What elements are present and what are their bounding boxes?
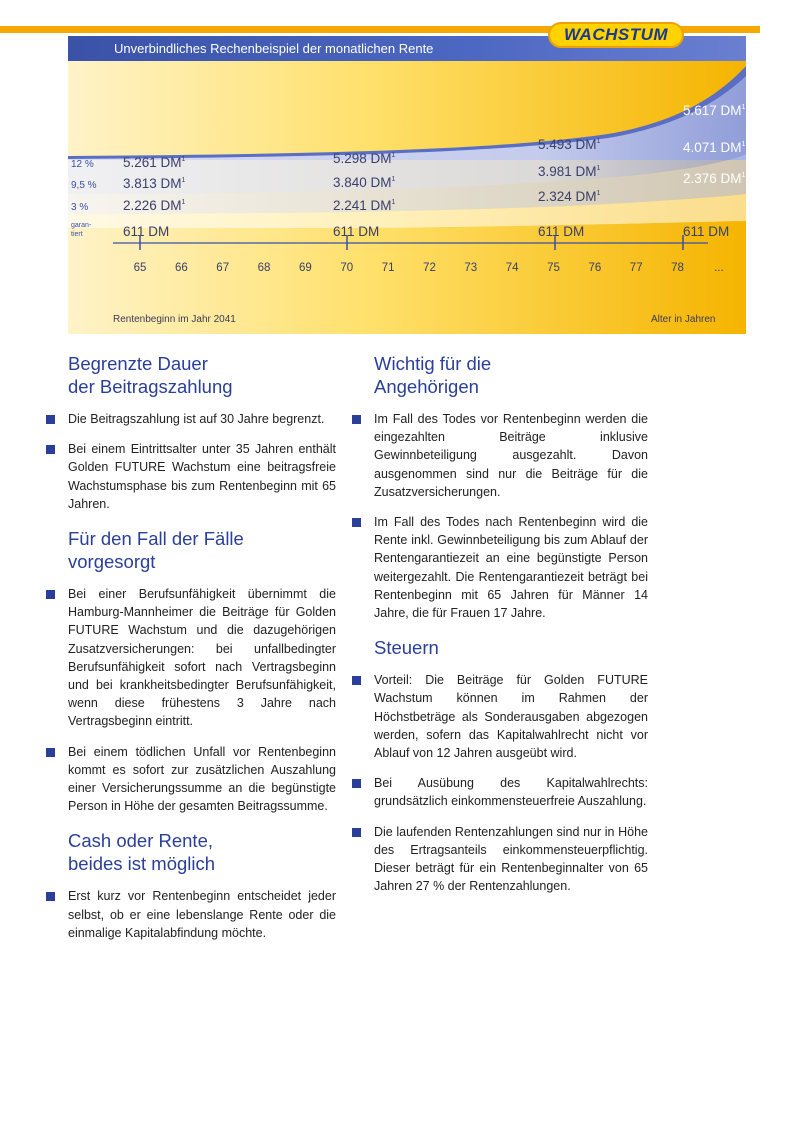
chart-value-label: 3.840 $DM^1$ xyxy=(333,175,396,190)
section xyxy=(46,352,336,513)
chart-value-label: 3.813 $DM^1$ xyxy=(123,176,186,191)
chart-age-label: 70 xyxy=(340,262,354,274)
square-bullet-icon xyxy=(46,590,55,599)
chart-age-label: ... xyxy=(714,262,724,274)
section xyxy=(46,527,336,815)
chart-title: Unverbindliches Rechenbeispiel der monatlichen Rente xyxy=(114,41,434,56)
left-column xyxy=(46,352,336,956)
list-item xyxy=(352,774,648,810)
square-bullet-icon xyxy=(46,892,55,901)
chart-value-label: 3.981 $DM^1$ xyxy=(538,164,601,179)
square-bullet-icon xyxy=(352,676,361,685)
list-item-text: Im Fall des Todes vor Rentenbeginn werden die eingezahlten Beiträge inklusive Gewinnbeteiligung ausgezahlt. Davon ausgenommen sind nur die Beiträge für die Zusatzversicherungen. xyxy=(374,412,648,499)
list-item-text: Im Fall des Todes nach Rentenbeginn wird die Rente inkl. Gewinnbeteiligung bis zum Ablauf der Rentengarantiezeit an eine begünstigte Person weitergezahlt. Die Rentengarantiezeit beträgt bei Rentenbeginn mit 65 Jahren für Männer 14 Jahre, die für Frauen 17 Jahre. xyxy=(374,515,648,621)
chart-value-label: 2.324 $DM^1$ xyxy=(538,189,601,204)
list-item xyxy=(46,743,336,816)
square-bullet-icon xyxy=(352,779,361,788)
list-item xyxy=(352,410,648,501)
square-bullet-icon xyxy=(352,828,361,837)
list-item xyxy=(46,585,336,731)
chart-row-label: 12 % xyxy=(71,159,94,170)
chart-value-label: 611 DM xyxy=(333,224,380,239)
chart-value-label: 5.617 $DM^1$ xyxy=(683,103,746,118)
list-item-text: Bei einem Eintrittsalter unter 35 Jahren enthält Golden FUTURE Wachstum eine beitragsfreie Wachstumsphase bis zum Rentenbeginn mit 65 Jahren. xyxy=(68,442,336,511)
list-item-text: Die Beitragszahlung ist auf 30 Jahre begrenzt. xyxy=(68,412,325,426)
list-item xyxy=(46,887,336,942)
chart-age-label: 76 xyxy=(588,262,602,274)
list-item xyxy=(352,823,648,896)
chart-value-label: 2.226 $DM^1$ xyxy=(123,198,186,213)
age-axis-label: Alter in Jahren xyxy=(651,314,716,325)
list-item-text: Vorteil: Die Beiträge für Golden FUTURE Wachstum können im Rahmen der Höchstbeträge als Sonderausgaben abgezogen werden, sofern das Kapitalwahlrecht nicht vor Ablauf von 12 Jahren ausgeübt wird. xyxy=(374,673,648,761)
chart-row-label: tiert xyxy=(71,231,83,238)
chart-age-label: 74 xyxy=(505,262,519,274)
chart-value-label: 5.298 $DM^1$ xyxy=(333,151,396,166)
list-item xyxy=(46,410,336,428)
list-item xyxy=(352,671,648,762)
chart-value-label: 5.493 $DM^1$ xyxy=(538,137,601,152)
section xyxy=(46,829,336,942)
chart-age-label: 68 xyxy=(257,262,271,274)
brand-badge: WACHSTUM xyxy=(548,22,684,48)
chart-age-label: 72 xyxy=(423,262,436,274)
section-title: Für den Fall der Fälle vorgesorgt xyxy=(68,528,244,573)
square-bullet-icon xyxy=(46,445,55,454)
square-bullet-icon xyxy=(46,748,55,757)
chart-age-label: 73 xyxy=(464,262,478,274)
chart-row-label: 3 % xyxy=(71,202,89,213)
list-item-text: Erst kurz vor Rentenbeginn entscheidet jeder selbst, ob er eine lebenslange Rente oder die einmalige Kapitalabfindung möchte. xyxy=(68,889,336,940)
chart-row-label: garan- xyxy=(71,222,92,229)
list-item-text: Bei Ausübung des Kapitalwahlrechts: grundsätzlich einkommensteuerfreie Auszahlung. xyxy=(374,776,648,809)
list-item xyxy=(352,513,648,622)
chart-value-label: 2.241 $DM^1$ xyxy=(333,198,396,213)
pension-chart-panel xyxy=(68,36,746,334)
chart-age-label: 65 xyxy=(133,262,147,274)
chart-value-label: 5.261 $DM^1$ xyxy=(123,155,186,170)
chart-age-label: 75 xyxy=(547,262,560,274)
chart-age-label: 66 xyxy=(174,262,188,274)
list-item-text: Die laufenden Rentenzahlungen sind nur in Höhe des Ertragsanteils einkommensteuerpflichtig. Dieser beträgt für ein Rentenbeginnalter von 65 Jahren 27 % der Rentenzahlungen. xyxy=(374,824,648,894)
section xyxy=(352,352,648,622)
chart-value-label: 2.376 $DM^1$ xyxy=(683,171,746,186)
list-item-text: Bei einer Berufsunfähigkeit übernimmt die Hamburg-Mannheimer die Beiträge für Golden FUTURE Wachstum und die dazugehörigen Zusatzversicherungen: bei unfallbedingter Berufsunfähigkeit sofort nach Vertragsbeginn und bei krankheitsbedingter Berufsunfähigkeit, wenn diese frühestens 3 Jahre nach Vertragsbeginn eintritt. xyxy=(68,587,336,729)
right-column xyxy=(352,352,648,909)
chart-value-label: 611 DM xyxy=(538,224,585,239)
chart-value-label: 611 DM xyxy=(123,224,170,239)
section-title: Wichtig für die Angehörigen xyxy=(374,353,492,397)
chart-value-label: 4.071 $DM^1$ xyxy=(683,140,746,155)
section-title: Cash oder Rente, beides ist möglich xyxy=(68,830,216,875)
square-bullet-icon xyxy=(352,518,361,527)
section-title: Steuern xyxy=(374,637,439,659)
list-item xyxy=(46,440,336,513)
chart-age-label: 77 xyxy=(629,262,643,274)
chart-value-label: 611 DM xyxy=(683,224,730,239)
section xyxy=(352,636,648,895)
rentenbeginn-note: Rentenbeginn im Jahr 2041 xyxy=(113,314,236,325)
square-bullet-icon xyxy=(352,415,361,424)
chart-age-label: 67 xyxy=(216,262,230,274)
chart-age-label: 69 xyxy=(299,262,312,274)
list-item-text: Bei einem tödlichen Unfall vor Rentenbeginn kommt es sofort zur zusätzlichen Auszahlung einer Versicherungssumme an die begünstigte Person in Höhe der gesamten Beitragssumme. xyxy=(68,744,336,814)
chart-row-label: 9,5 % xyxy=(71,180,97,191)
chart-graphic xyxy=(68,36,746,334)
chart-age-label: 71 xyxy=(381,262,395,274)
chart-age-label: 78 xyxy=(671,262,684,274)
section-title: Begrenzte Dauer der Beitragszahlung xyxy=(68,353,233,397)
square-bullet-icon xyxy=(46,415,55,424)
